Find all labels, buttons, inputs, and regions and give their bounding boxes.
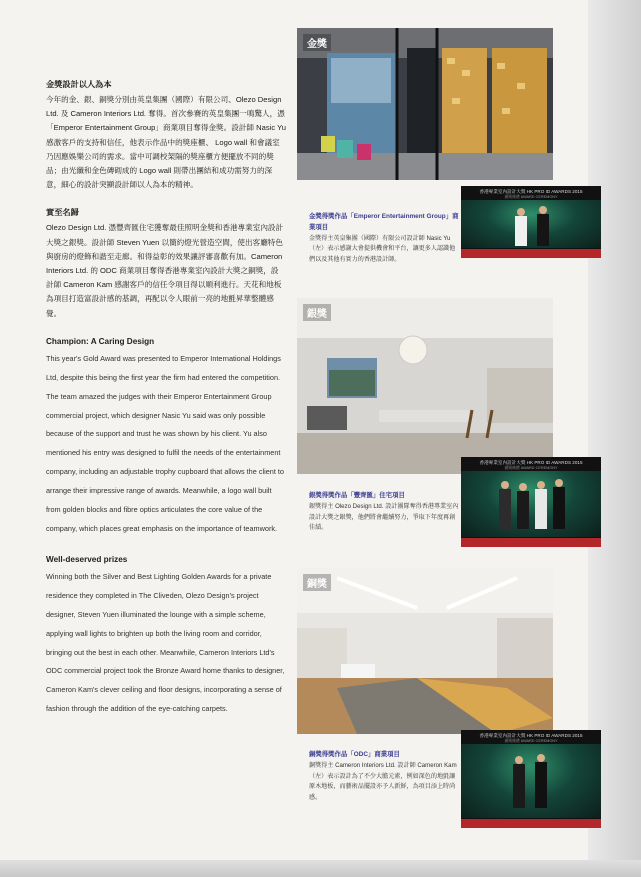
silver-ceremony-subtitle: 頒獎典禮 AWARD CEREMONY xyxy=(504,466,558,470)
bronze-winners-figures xyxy=(461,730,601,828)
gold-caption-body: 金獎得主英皇集團（國際）有限公司設計師 Nasic Yu（左）表示感謝大會提供機會和平台，讓更多人認識他們以及其他有實力的香港設計師。 xyxy=(309,234,456,264)
gold-ceremony-banner: 香港專業室內設計大獎 HK PRO ID AWARDS 2015 xyxy=(479,189,583,194)
section-body-prizes: Winning both the Silver and Best Lighting Golden Awards for a private residence they completed in The Cliveden, Olezo Design's project designer, Steven Yuen illuminated the lounge with a simple scheme, applying wall lights to brighten up both the living room and corridor, bringing out the best in each other. Meanwhile, Cameron Interiors Ltd's ODC commercial project took the Bronze Award home thanks to designer, Cameron Kam's clever ceiling and floor designs, incorporating a sense of fashion through the addition of the eye-catching carpets. xyxy=(46,571,285,714)
silver-caption-body: 銀獎得主 Olezo Design Ltd. 設計團隊奪得香港專業室內設計大獎之銀獎，他們將會繼續努力，爭取下年度再創佳績。 xyxy=(309,502,459,532)
bronze-ceremony-banner: 香港專業室內設計大獎 HK PRO ID AWARDS 2015 xyxy=(479,733,583,738)
gold-award-label: 金獎 xyxy=(303,34,331,51)
silver-caption-title: 銀獎得獎作品「豐齊匯」住宅項目 xyxy=(309,492,405,499)
section-body-deserved: Olezo Design Ltd. 憑豐齊匯住宅獲奪最佳照明金獎和香港專業室內設計大獎之銀獎。設計師 Steven Yuen 以簡約燈光營造空間，使出客廳特色與廚房的燈飾和諧至走廊。和得益彰的效果讓評審喜歡有加。Cameron Interiors Ltd. 的 ODC 商業項目奪得香港專業室內設計大獎之銅獎，設計師 Cameron Kam 感謝客戶的信任令項目得以順利進行。天花和地板為項目打造富設計感的基調，再配以令人眼前一亮的地氈昇華整體感覺。 xyxy=(46,223,284,318)
silver-ceremony-banner: 香港專業室內設計大獎 HK PRO ID AWARDS 2015 xyxy=(479,460,583,465)
bronze-caption-body: 銅獎得主 Cameron Interiors Ltd. 設計師 Cameron Kam（左）表示設計為了不少大膽元素，例如深色的地氈讓原木地板，而藝術品擺設亦予人新鮮，為項目添上時尚感。 xyxy=(309,761,457,802)
article-text-column xyxy=(46,78,286,719)
gold-caption-title: 金獎得獎作品「Emperor Entertainment Group」商業項目 xyxy=(309,213,459,231)
gold-project-photo xyxy=(297,28,553,180)
bronze-ceremony-subtitle: 頒獎典禮 AWARD CEREMONY xyxy=(504,739,558,743)
silver-winners-figures xyxy=(461,457,601,547)
page-bottom-shadow xyxy=(0,860,641,877)
silver-caption xyxy=(309,491,459,534)
bronze-caption-title: 銅獎得獎作品「ODC」商業項目 xyxy=(309,751,400,758)
section-heading-gold: 金獎設計以人為本 xyxy=(46,80,112,89)
silver-ceremony-photo xyxy=(461,457,601,547)
silver-award-label: 銀獎 xyxy=(303,304,331,321)
silver-project-photo xyxy=(297,298,553,474)
section-heading-prizes: Well-deserved prizes xyxy=(46,554,128,564)
gold-winners-figures xyxy=(461,186,601,258)
gold-interior-illustration xyxy=(297,28,553,180)
silver-interior-illustration xyxy=(297,298,553,474)
bronze-project-photo xyxy=(297,568,553,734)
gold-caption xyxy=(309,212,459,266)
gold-ceremony-subtitle: 頒獎典禮 AWARD CEREMONY xyxy=(504,195,558,199)
gold-ceremony-photo xyxy=(461,186,601,258)
section-heading-champion: Champion: A Caring Design xyxy=(46,336,155,346)
section-body-gold: 今年的金、銀、銅獎分別由英皇集團（國際）有限公司、Olezo Design Ltd. 及 Cameron Interiors Ltd. 奪得。首次參賽的英皇集團一鳴驚人，憑「Emperor Entertainment Group」商業項目奪得金獎。設計師 Nasic Yu 感激客戶的支持和信任，他表示作品中的獎座櫃、 Logo wall 和會議室乃因應娛樂公司的需求。當中可調校架隔的獎座櫃方便擺放不同的獎品；由光纖和金色磚砌成的 Logo wall 則帶出團結和成功需努力的深意，細心的設計突顯設計師以人為本的精神。 xyxy=(46,95,286,190)
bronze-award-label: 銅獎 xyxy=(303,574,331,591)
bronze-interior-illustration xyxy=(297,568,553,734)
section-body-champion: This year's Gold Award was presented to Emperor International Holdings Ltd, despite this being the first year the firm had entered the competition. The team amazed the judges with their Emperor Entertainment Group commercial project, which designer Nasic Yu said was only possible because of the support and trust he was shown by his client. Yu also mentioned his entry was designed to fulfil the needs of the entertainment company, including an adjustable trophy cupboard that allows the client to arrange their impressive range of awards. Meanwhile, a logo wall built from golden blocks and fibre optics articulates the core value of the company, which places great emphasis on the importance of teamwork. xyxy=(46,353,284,533)
bronze-ceremony-photo xyxy=(461,730,601,828)
bronze-caption xyxy=(309,750,459,804)
section-heading-deserved: 實至名歸 xyxy=(46,208,79,218)
